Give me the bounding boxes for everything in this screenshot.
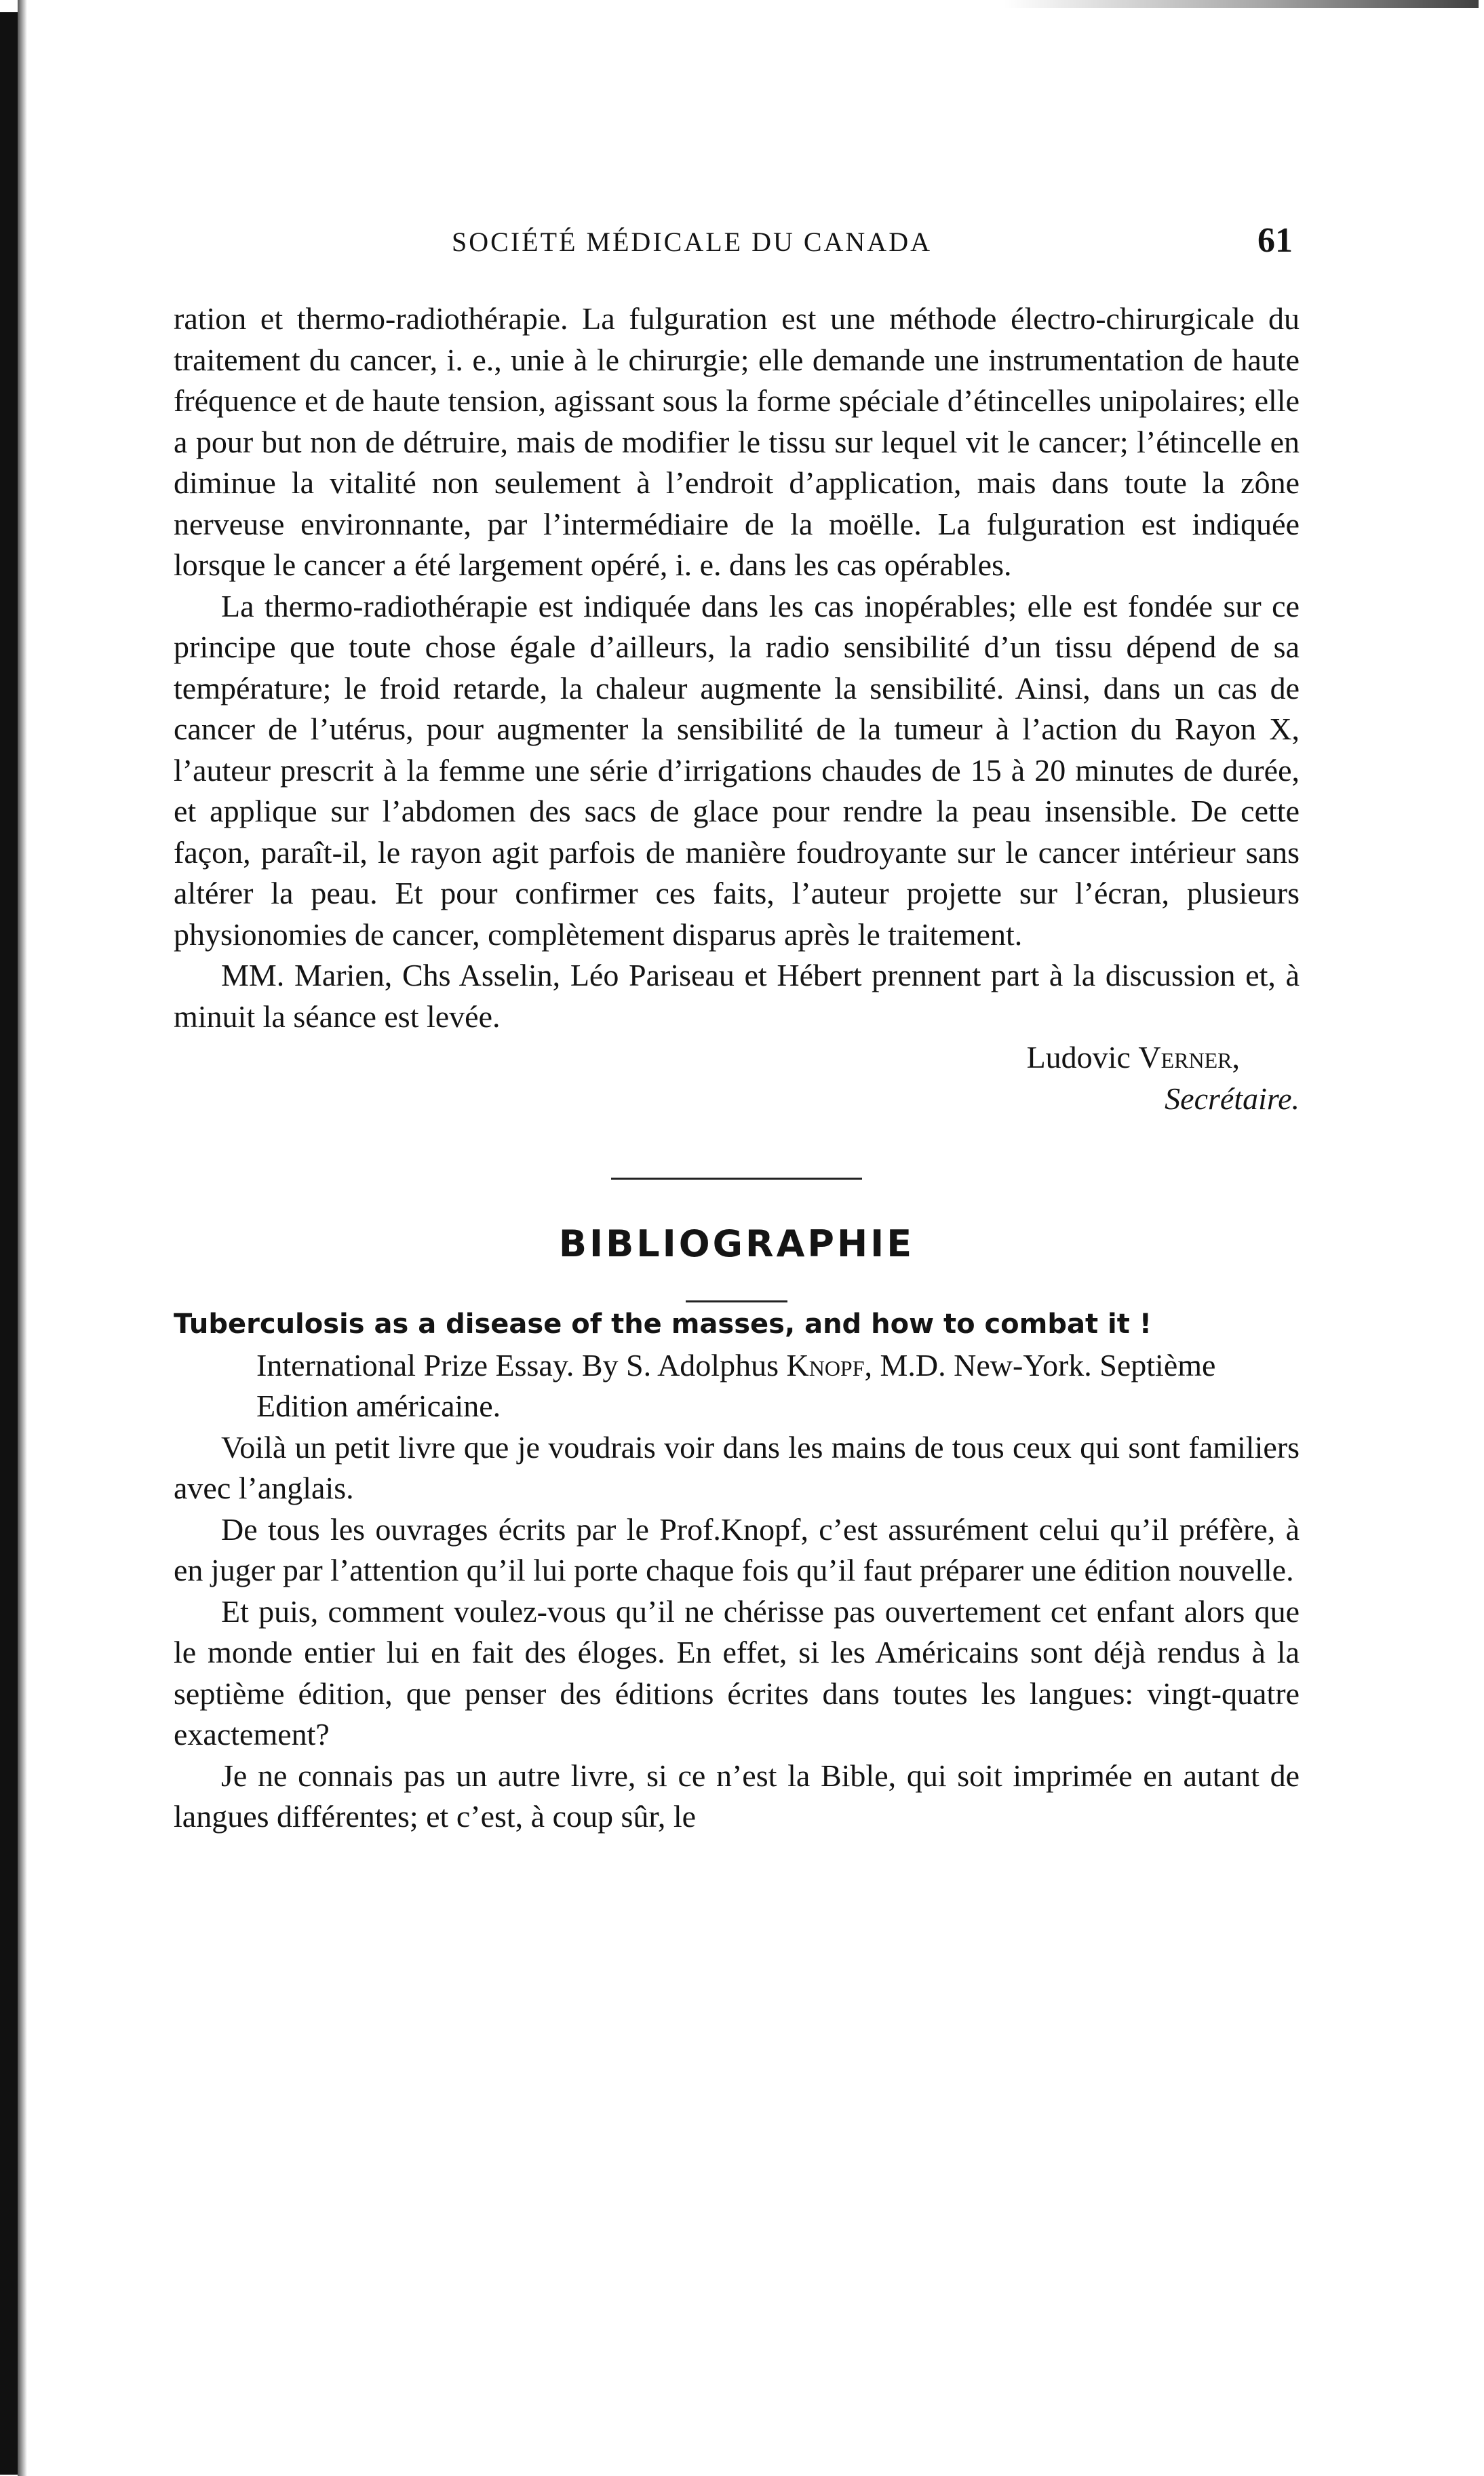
scan-binding-gradient: [18, 0, 27, 2476]
book-title: Tuberculosis as a disease of the masses, and how to combat it !: [174, 1309, 1152, 1340]
section-divider: [611, 1178, 862, 1180]
book-citation: [174, 1302, 1300, 1427]
report-paragraph: La thermo-radiothérapie est indiquée dans les cas inopérables; elle est fondée sur ce principe que toute chose égale d’ailleurs, la radio sensibilité d’un tissu dépend de sa température; le froid retarde, la chaleur augmente la sensibilité. Ainsi, dans un cas de cancer de l’utérus, pour augmenter la sensibilité de la tumeur à l’action du Rayon X, l’auteur prescrit à la femme une série d’irrigations chaudes de 15 à 20 minutes de durée, et applique sur l’abdomen des sacs de glace pour rendre la peau insensible. De cette façon, paraît-il, le rayon agit parfois de manière foudroyante sur le cancer intérieur sans altérer la peau. Et pour confirmer ces faits, l’auteur projette sur l’écran, plusieurs physionomies de cancer, complètement disparus après le traitement.: [174, 588, 1300, 952]
signature-last-name: Verner,: [1138, 1040, 1240, 1075]
signature-role: Secrétaire.: [1165, 1081, 1300, 1116]
review-paragraph: Et puis, comment voulez-vous qu’il ne chérisse pas ouvertement cet enfant alors que le monde entier lui en fait des éloges. En effet, si les Américains sont déjà rendus à la septième édition, que penser des éditions écrites dans toutes les langues: vingt-quatre exactement?: [174, 1593, 1300, 1752]
scan-top-streak: [1004, 0, 1479, 8]
running-title: SOCIÉTÉ MÉDICALE DU CANADA: [452, 227, 932, 257]
section-heading: BIBLIOGRAPHIE: [558, 1222, 915, 1265]
review-paragraph: Je ne connais pas un autre livre, si ce n’est la Bible, qui soit imprimée en autant de langues différentes; et c’est, à coup sûr, le: [174, 1758, 1300, 1834]
signature-first-name: Ludovic: [1026, 1040, 1131, 1075]
review-paragraph: De tous les ouvrages écrits par le Prof.Knopf, c’est assurément celui qu’il préfère, à en juger par l’attention qu’il lui porte chaque fois qu’il faut préparer une édition nouvelle.: [174, 1511, 1300, 1587]
book-author-surname: Knopf: [786, 1347, 865, 1382]
page-number: 61: [1257, 221, 1293, 260]
running-head: [174, 220, 1300, 261]
report-paragraph: MM. Marien, Chs Asselin, Léo Pariseau et Hébert prennent part à la discussion et, à minuit la séance est levée.: [174, 958, 1300, 1034]
signature-name: [174, 1037, 1300, 1079]
scan-binding-shadow: [0, 12, 18, 2475]
report-paragraph-continued: ration et thermo-radiothérapie. La fulguration est une méthode électro-chirurgicale du traitement du cancer, i. e., unie à le chirurgie; elle demande une instrumentation de haute fréquence et de haute tension, agissant sous la forme spéciale d’étincelles unipolaires; elle a pour but non de détruire, mais de modifier le tissu sur lequel vit le cancer; l’étincelle en diminue la vitalité non seulement à l’endroit d’application, mais dans toute la zône nerveuse environnante, par l’intermédiaire de la moëlle. La fulguration est indiquée lorsque le cancer a été largement opéré, i. e. dans les cas opérables.: [174, 301, 1300, 582]
book-details: International Prize Essay. By S. Adolphus: [256, 1347, 779, 1382]
page-body: [174, 298, 1300, 1838]
review-paragraph: Voilà un petit livre que je voudrais voir dans les mains de tous ceux qui sont familiers avec l’anglais.: [174, 1429, 1300, 1505]
book-publication: , M.D. New-York. Septième Edition américaine.: [256, 1347, 1216, 1423]
